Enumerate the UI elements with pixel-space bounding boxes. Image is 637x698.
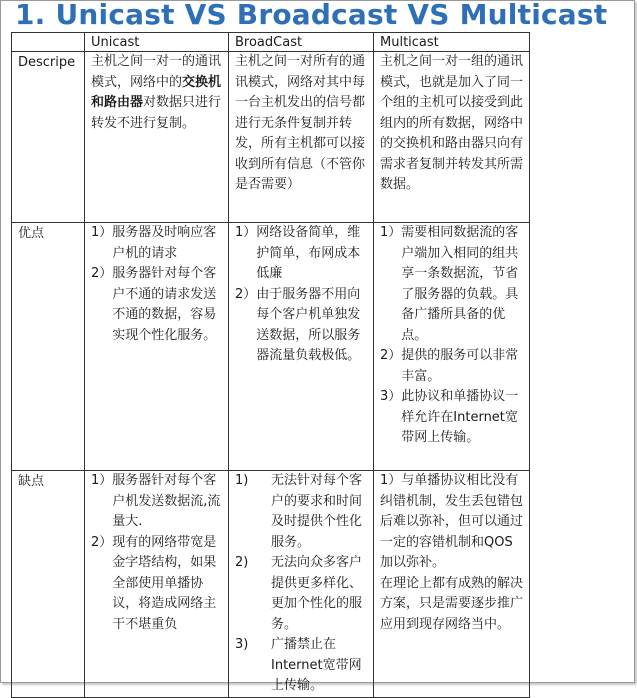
item-number: 1） [235,225,257,240]
list-item [91,223,224,264]
item-text: 与单播协议相比没有纠错机制，发生丢包错包后难以弥补，但可以通过一定的容错机制和QOS加以弥补。 [380,473,524,570]
item-text: 提供的服务可以非常丰富。 [401,348,519,384]
cell-advantages-unicast [85,223,229,471]
item-number: 1） [380,225,402,240]
item-number: 1) [235,473,249,488]
item-number: 1） [91,225,113,240]
row-label-advantages: 优点 [12,223,85,471]
item-number: 3) [235,637,249,652]
list-item [380,471,525,574]
item-text: 广播禁止在Internet宽带网上传输。 [271,637,362,693]
item-text: 服务器及时响应客户机的请求 [112,225,217,261]
item-text: 现有的网络带宽是金字塔结构，如果全部使用单播协议，将造成网络主干不堪重负 [112,534,217,632]
row-label-disadvantages: 缺点 [12,471,85,698]
cell-advantages-broadcast [229,223,374,471]
item-text: 需要相同数据流的客户端加入相同的组共享一条数据流，节省了服务器的负载。具备广播所具备的优点。 [401,225,519,343]
cell-describe-unicast [85,52,229,223]
list-item [380,387,525,449]
item-text: 无法针对每个客户的要求和时间及时提供个性化服务。 [271,473,363,550]
item-text: 此协议和单播协议一样允许在Internet宽带网上传输。 [401,389,519,445]
item-number: 3） [380,389,402,404]
list-item [91,471,224,533]
item-number: 1） [91,473,113,488]
list-item [91,533,224,636]
cell-describe-multicast: 主机之间一对一组的通讯模式，也就是加入了同一个组的主机可以接受到此组内的所有数据，网络中的交换机和路由器只向有需求者复制并转发其所需数据。 [374,52,530,223]
cell-disadvantages-unicast [85,471,229,698]
list-item [380,223,525,346]
item-text: 服务器针对每个客户不通的请求发送不通的数据，容易实现个性化服务。 [112,266,217,343]
item-text: 由于服务器不用向每个客户机单独发送数据，所以服务器流量负载极低。 [256,286,361,363]
list-item [380,346,525,387]
table-row-advantages [12,223,530,471]
item-text: 无法向众多客户提供更多样化、更加个性化的服务。 [271,555,363,632]
item-text: 网络设备简单，维护简单，布网成本低廉 [256,225,361,281]
cell-advantages-multicast [374,223,530,471]
describe-unicast-bold: 交换机和路由器 [91,74,222,110]
item-number: 2） [91,266,113,281]
header-cell-unicast: Unicast [85,33,229,52]
table-row-disadvantages [12,471,530,698]
list-item [235,285,369,367]
item-text: 服务器针对每个客户机发送数据流,流量大. [112,473,221,529]
list-item [235,635,369,697]
page-title: 1. Unicast VS Broadcast VS Multicast [15,0,608,31]
describe-unicast-post: 对数据只进行转发不进行复制。 [91,95,222,131]
item-number: 2) [235,555,249,570]
header-cell-multicast: Multicast [374,33,530,52]
list-item [235,223,369,285]
cell-disadvantages-broadcast [229,471,374,698]
describe-unicast-pre: 主机之间一对一的通讯模式，网络中的 [91,54,222,90]
comparison-table [11,32,530,698]
header-cell-empty [12,33,85,52]
item-number: 2） [235,286,257,302]
cell-describe-broadcast: 主机之间一对所有的通讯模式，网络对其中每一台主机发出的信号都进行无条件复制并转发，所有主机都可以接收到所有信息（不管你是否需要） [229,52,374,223]
row-label-describe: Descripe [12,52,85,223]
header-cell-broadcast: BroadCast [229,33,374,52]
item-number: 2） [380,348,402,363]
item-number: 1） [380,473,402,488]
table-header-row [12,33,530,52]
list-item [235,553,369,635]
list-item [91,264,224,346]
cell-disadvantages-multicast [374,471,530,698]
item-number: 2） [91,534,113,550]
list-item [235,471,369,553]
table-row-describe [12,52,530,223]
list-item-continuation: 在理论上都有成熟的解决方案，只是需要逐步推广应用到现存网络当中。 [380,575,524,632]
